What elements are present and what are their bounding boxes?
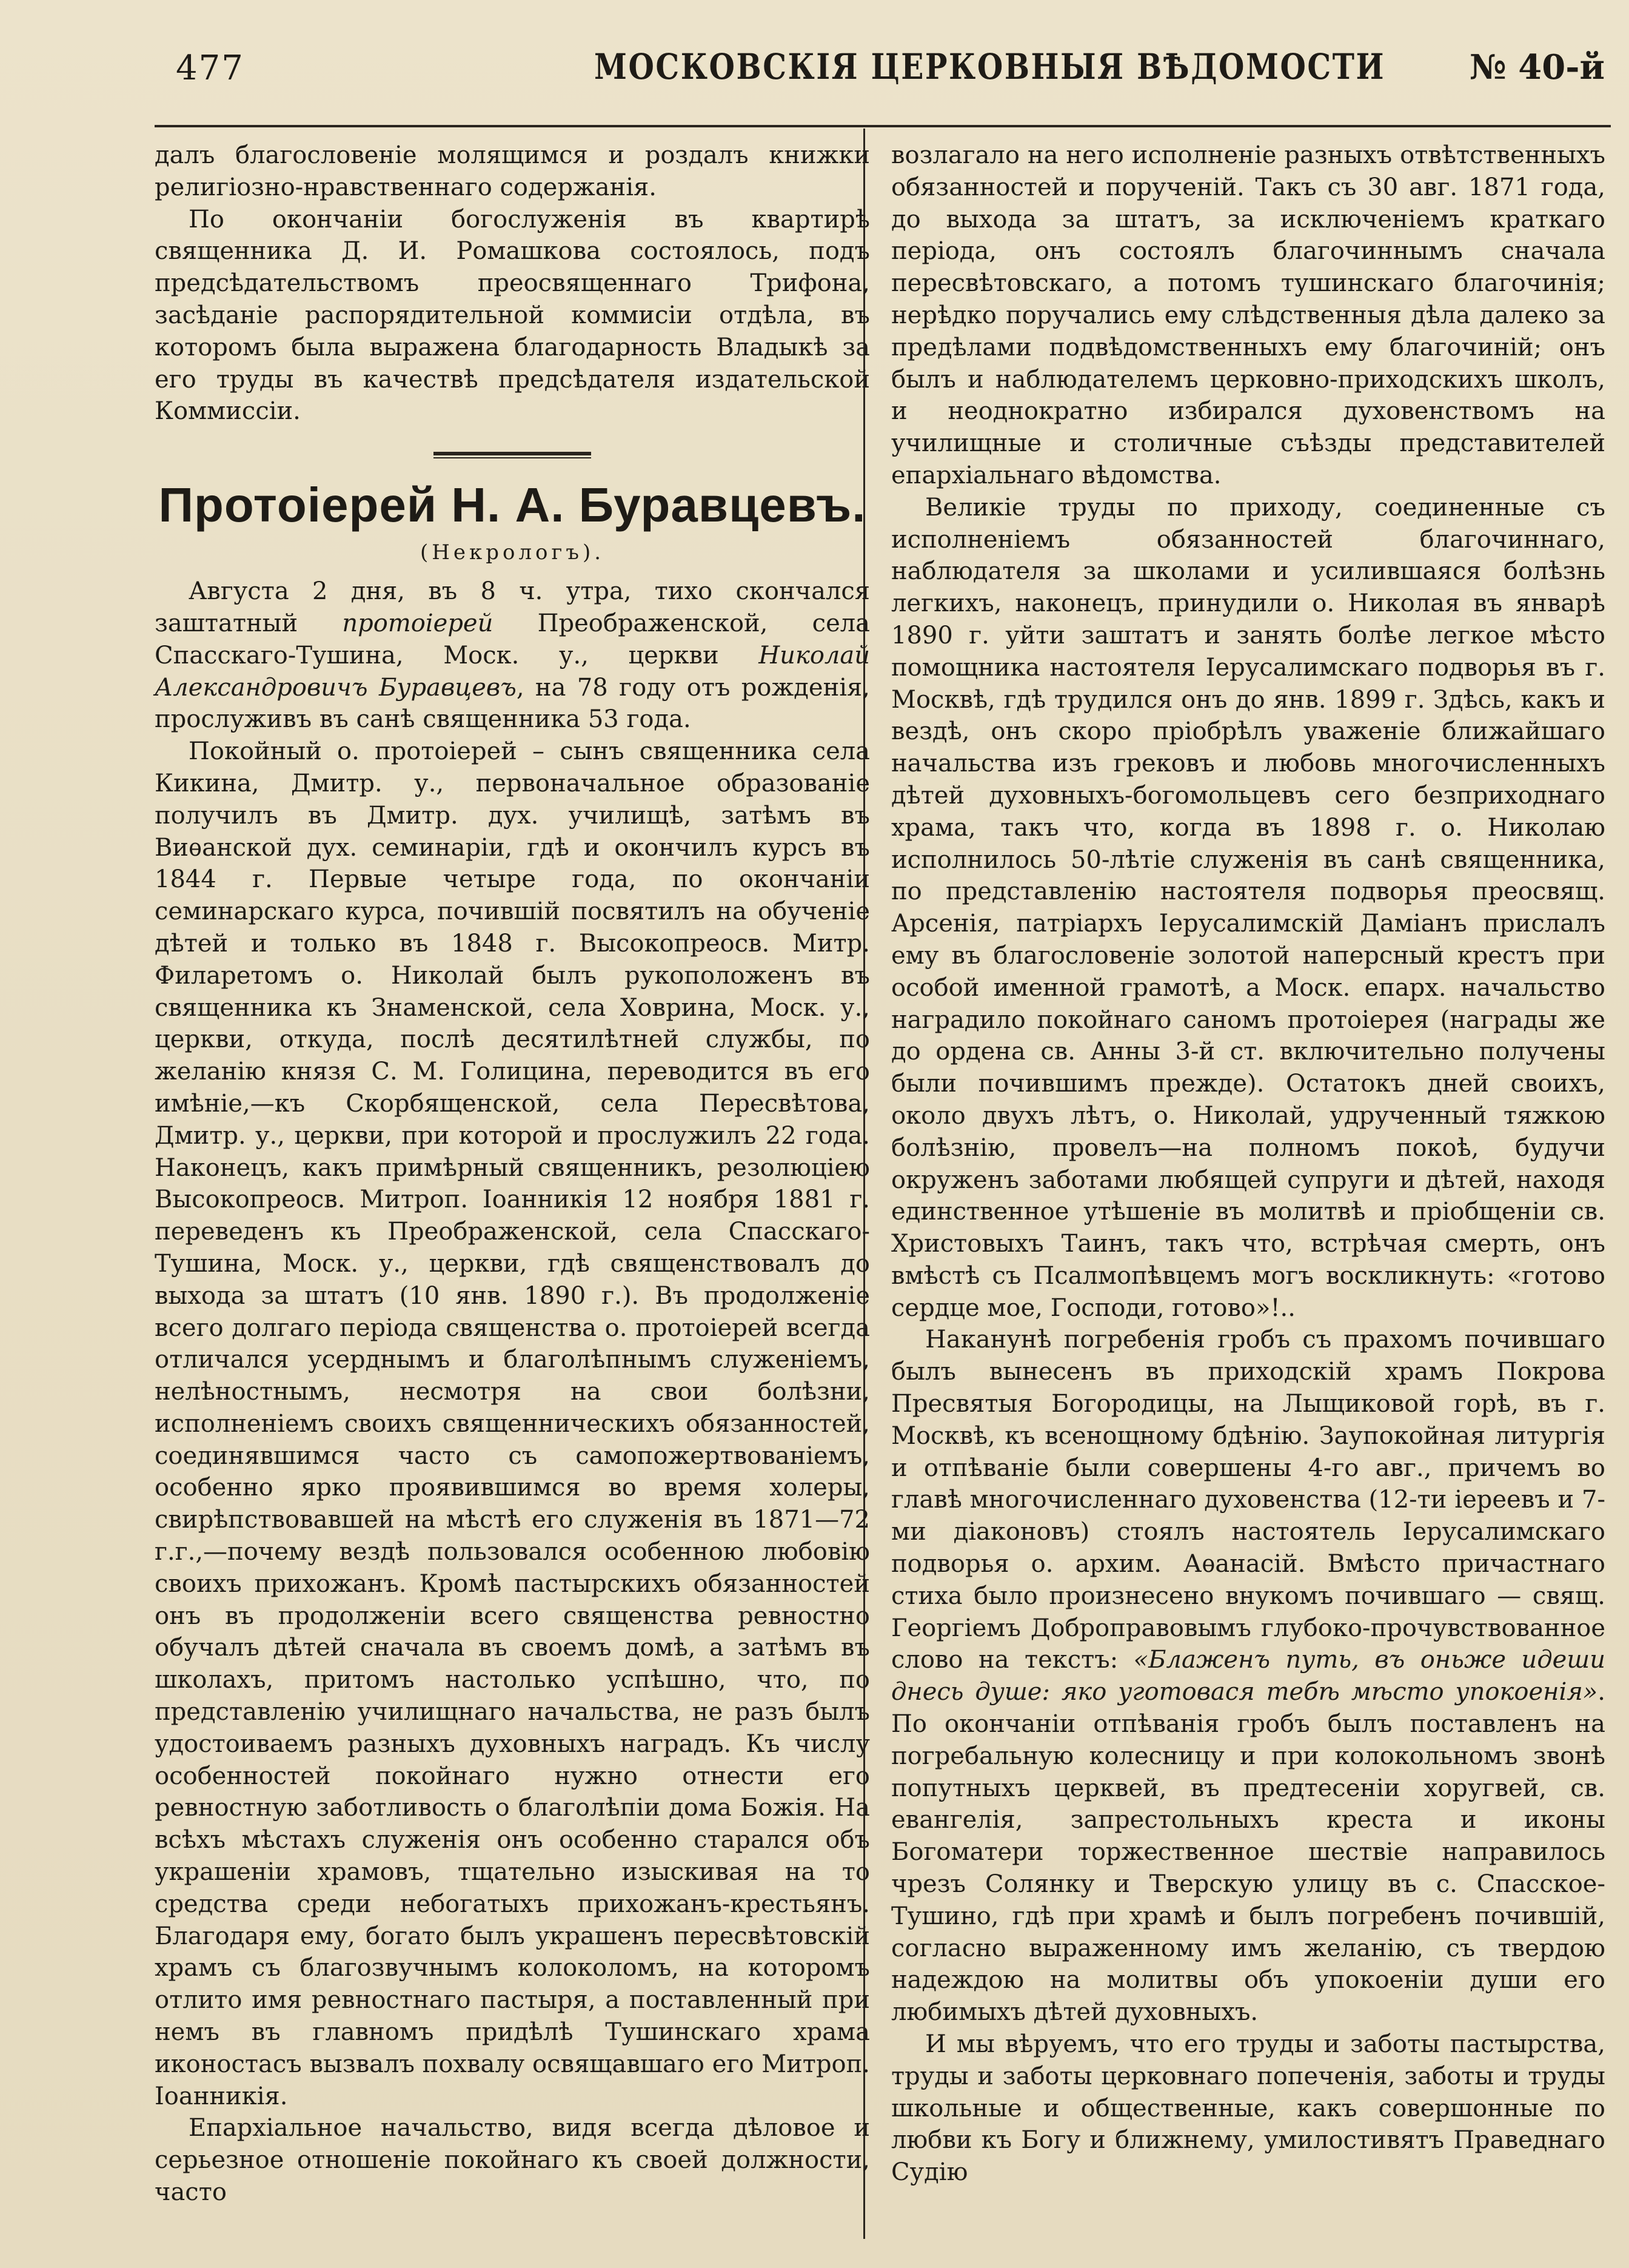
page-header: [176, 42, 1605, 97]
left-column: [155, 139, 870, 2209]
obituary-subtitle: (Некрологъ).: [420, 540, 605, 565]
paragraph-closing: И мы вѣруемъ, что его труды и заботы пастырства, труды и заботы церковнаго попеченія, заботы и труды школьные и общественные, какъ совершонные по любви къ Богу и ближнему, умилостивятъ Праведнаго Судію: [891, 2030, 1605, 2187]
obituary-title: Протоіерей Н. А. Буравцевъ.: [158, 478, 866, 532]
issue-number: № 40-й: [1469, 47, 1605, 87]
publication-title: МОСКОВСКІЯ ЦЕРКОВНЫЯ ВѢДОМОСТИ: [594, 46, 1386, 87]
paragraph-death-notice: Августа 2 дня, въ 8 ч. утра, тихо скончался заштатный протоіерей Преображенской, села Спасскаго-Тушина, Моск. у., церкви Николай Александровичъ Буравцевъ, на 78 году отъ рожденія, прослуживъ въ санѣ священника 53 года.: [155, 577, 871, 734]
paragraph-later-years: Великіе труды по приходу, соединенные съ исполненіемъ обязанностей благочиннаго, наблюдателя за школами и усилившаяся болѣзнь легкихъ, наконецъ, принудили о. Николая въ январѣ 1890 г. уйти заштатъ и занять болѣе легкое мѣсто помощника настоятеля Іерусалимскаго подворья въ г. Москвѣ, гдѣ трудился онъ до янв. 1899 г. Здѣсь, какъ и вездѣ, онъ скоро пріобрѣлъ уваженіе ближайшаго начальства изъ грековъ и любовь многочисленныхъ дѣтей духовныхъ-богомольцевъ сего безприходнаго храма, такъ что, когда въ 1898 г. о. Николаю исполнилось 50-лѣтіе служенія въ санѣ священника, по представленію настоятеля подворья преосвящ. Арсенія, патріархъ Іерусалимскій Даміанъ прислалъ ему въ благословеніе золотой наперсный крестъ при особой именной грамотѣ, а Моск. епарх. начальство наградило покойнаго саномъ протоіерея (награды же до ордена св. Анны 3-й ст. включительно получены были почившимъ прежде). Остатокъ дней своихъ, около двухъ лѣтъ, о. Николай, удрученный тяжкою болѣзнію, провелъ—на полномъ покоѣ, будучи окруженъ заботами любящей супруги и дѣтей, находя единственное утѣшеніе въ молитвѣ и пріобщеніи св. Христовыхъ Таинъ, такъ что, встрѣчая смерть, онъ вмѣстѣ съ Псалмопѣвцемъ могъ воскликнуть: «готово сердце мое, Господи, готово»!..: [891, 493, 1605, 1322]
page-number: 477: [176, 49, 244, 88]
paragraph-continuation: далъ благословеніе молящимся и роздалъ книжки религіозно-нравственнаго содержанія.: [155, 141, 870, 201]
header-rule: [155, 125, 1611, 127]
section-separator: [433, 452, 591, 459]
paragraph-meeting: По окончаніи богослуженія въ квартирѣ священника Д. И. Ромашкова состоялось, подъ предсѣдательствомъ преосвященнаго Трифона, засѣданіе распорядительной коммисіи отдѣла, въ которомъ была выражена благодарность Владыкѣ за его труды въ качествѣ предсѣдателя издательской Коммиссіи.: [155, 205, 870, 426]
right-column: [891, 139, 1605, 2189]
paragraph-duties: возлагало на него исполненіе разныхъ отвѣтственныхъ обязанностей и порученій. Такъ съ 30 авг. 1871 года, до выхода за штатъ, за исключеніемъ краткаго періода, онъ состоялъ благочиннымъ сначала пересвѣтовскаго, а потомъ тушинскаго благочинія; нерѣдко поручались ему слѣдственныя дѣла далеко за предѣлами подвѣдомственныхъ ему благочиній; онъ былъ и наблюдателемъ церковно-приходскихъ школъ, и неоднократно избирался духовенствомъ на училищные и столичные съѣзды представителей епархіальнаго вѣдомства.: [891, 141, 1605, 489]
paragraph-funeral: Наканунѣ погребенія гробъ съ прахомъ почившаго былъ вынесенъ въ приходскій храмъ Покрова Пресвятыя Богородицы, на Лыщиковой горѣ, въ г. Москвѣ, къ всенощному бдѣнію. Заупокойная литургія и отпѣваніе были совершены 4-го авг., причемъ во главѣ многочисленнаго духовенства (12-ти іереевъ и 7-ми діаконовъ) стоялъ настоятель Іерусалимскаго подворья о. архим. Аѳанасій. Вмѣсто причастнаго стиха было произнесено внукомъ почившаго — свящ. Георгіемъ Доброправовымъ глубоко-прочувствованное слово на текстъ: «Блаженъ путь, въ оньже идеши днесь душе: яко уготовася тебѣ мѣсто упокоенія». По окончаніи отпѣванія гробъ былъ поставленъ на погребальную колесницу и при колокольномъ звонѣ попутныхъ церквей, въ предтесеніи хоругвей, св. евангелія, запрестольныхъ креста и иконы Богоматери торжественное шествіе направилось чрезъ Солянку и Тверскую улицу въ с. Спасское-Тушино, гдѣ при храмѣ и былъ погребенъ почившій, согласно выраженному имъ желанію, съ твердою надеждою на молитвы объ упокоеніи души его любимыхъ дѣтей духовныхъ.: [891, 1326, 1605, 2027]
paragraph-biography: Покойный о. протоіерей – сынъ священника села Кикина, Дмитр. у., первоначальное образованіе получилъ въ Дмитр. дух. училищѣ, затѣмъ въ Виѳанской дух. семинаріи, гдѣ и окончилъ курсъ въ 1844 г. Первые четыре года, по окончаніи семинарскаго курса, почившій посвятилъ на обученіе дѣтей и только въ 1848 г. Высокопреосв. Митр. Филаретомъ о. Николай былъ рукоположенъ въ священника къ Знаменской, села Ховрина, Моск. у., церкви, откуда, послѣ десятилѣтней службы, по желанію князя С. М. Голицина, переводится въ его имѣніе,—къ Скорбященской, села Пересвѣтова, Дмитр. у., церкви, при которой и прослужилъ 22 года. Наконецъ, какъ примѣрный священникъ, резолюціею Высокопреосв. Митроп. Іоанникія 12 ноября 1881 г. переведенъ къ Преображенской, села Спасскаго-Тушина, Моск. у., церкви, гдѣ священствовалъ до выхода за штатъ (10 янв. 1890 г.). Въ продолженіе всего долгаго періода священства о. протоіерей всегда отличался усерднымъ и благолѣпнымъ служеніемъ, нелѣностнымъ, несмотря на свои болѣзни, исполненіемъ своихъ священническихъ обязанностей, соединявшимся часто съ самопожертвованіемъ, особенно ярко проявившимся во время холеры, свирѣпствовавшей на мѣстѣ его служенія въ 1871—72 г.г.,—почему вездѣ пользовался особенною любовію своихъ прихожанъ. Кромѣ пастырскихъ обязанностей онъ въ продолженіи всего священства ревностно обучалъ дѣтей сначала въ своемъ домѣ, а затѣмъ въ школахъ, притомъ настолько успѣшно, что, по представленію училищнаго начальства, не разъ былъ удостоиваемъ разныхъ духовныхъ наградъ. Къ числу особенностей покойнаго нужно отнести его ревностную заботливость о благолѣпіи дома Божія. На всѣхъ мѣстахъ служенія онъ особенно старался объ украшеніи храмовъ, тщательно изыскивая на то средства среди небогатыхъ прихожанъ-крестьянъ. Благодаря ему, богато былъ украшенъ пересвѣтовскій храмъ съ благозвучнымъ колоколомъ, на которомъ отлито имя ревностнаго пастыря, а поставленный при немъ въ главномъ придѣлѣ Тушинскаго храма иконостасъ вызвалъ похвалу освящавшаго его Митроп. Іоанникія.: [155, 737, 870, 2110]
paragraph-diocesan: Епархіальное начальство, видя всегда дѣловое и серьезное отношеніе покойнаго къ своей должности, часто: [155, 2114, 870, 2207]
